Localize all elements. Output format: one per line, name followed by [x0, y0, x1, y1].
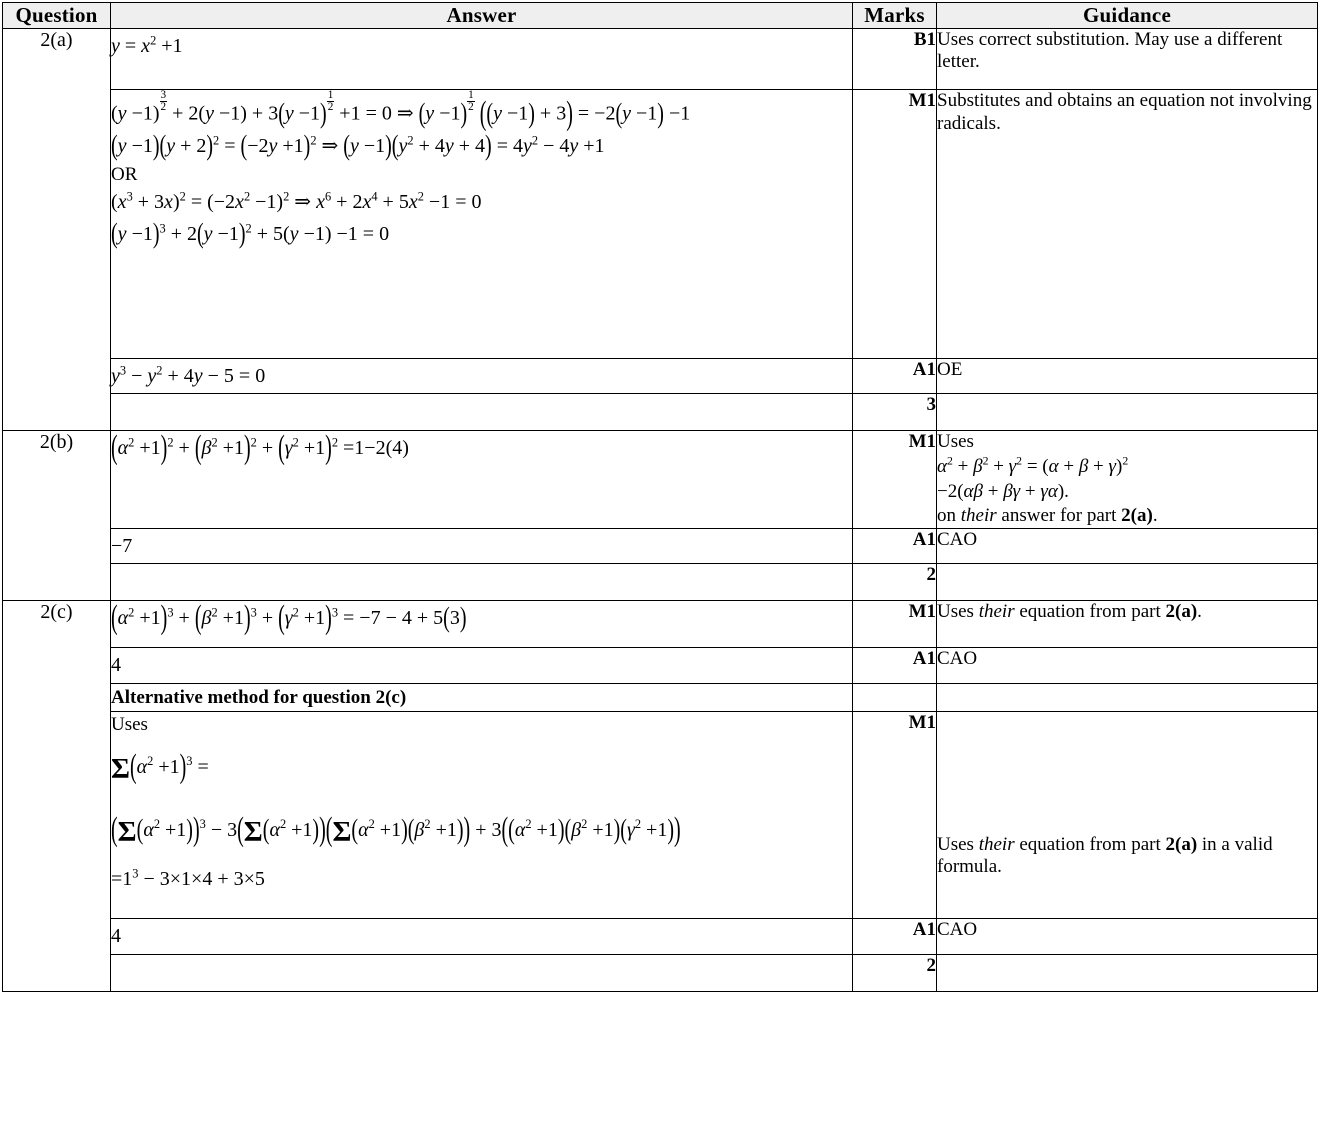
- marks-cell: A1: [853, 919, 937, 954]
- guidance-cell: [937, 954, 1318, 991]
- answer-cell: [111, 919, 853, 954]
- answer-cell: [111, 29, 853, 90]
- guidance-tail-bold: 2(a): [1121, 504, 1153, 526]
- math-sum-line3: $=1^3 - 3\times 1\times 4 + 3\times 5$: [111, 866, 265, 890]
- alternative-method-heading: Alternative method for question 2(c): [111, 686, 407, 708]
- guidance-formula-line1: $\alpha^2 + \beta^2 + \gamma^2 = (\alpha + \beta + \gamma)^2$: [937, 454, 1129, 477]
- guidance-cell: CAO: [937, 528, 1318, 563]
- guidance-mid: equation from part: [1014, 833, 1166, 855]
- answer-cell: [111, 358, 853, 393]
- table-row-alt-header: [3, 683, 1318, 711]
- table-row-total: [3, 954, 1318, 991]
- guidance-tail-prefix: on: [937, 504, 961, 526]
- math-expression: 4: [111, 925, 121, 948]
- guidance-bold: 2(a): [1165, 600, 1198, 622]
- guidance-tail: [937, 505, 1317, 527]
- guidance-uses-label: Uses: [937, 431, 974, 453]
- marks-cell: [853, 683, 937, 711]
- guidance-cell: [937, 394, 1318, 431]
- guidance-cell: [937, 431, 1318, 528]
- guidance-cell: [937, 563, 1318, 600]
- question-label-cell: [3, 29, 111, 431]
- answer-cell: [111, 563, 853, 600]
- column-header-guidance: Guidance: [937, 3, 1318, 29]
- guidance-mid: equation from part: [1014, 600, 1166, 622]
- table-row: [3, 919, 1318, 954]
- answer-cell: [111, 600, 853, 647]
- question-label-cell: [3, 431, 111, 601]
- guidance-tail-italic: their: [960, 504, 997, 526]
- header-row: [3, 3, 1318, 29]
- guidance-tail-mid: answer for part: [996, 504, 1122, 526]
- marks-total-cell: 2: [853, 563, 937, 600]
- marks-cell: M1: [853, 600, 937, 647]
- table-row: [3, 29, 1318, 90]
- math-expression: −7: [111, 534, 133, 557]
- guidance-suffix: .: [1197, 600, 1202, 622]
- guidance-italic: their: [978, 833, 1015, 855]
- math-sum-line2: $(\Sigma(\alpha^2 +1))^3 - 3(\Sigma(\alpha^2 +1))(\Sigma(\alpha^2 +1)(\beta^2 +1)) + 3((\alpha^2 +1)(\beta^2 +1)(\gamma^2 +1))$: [111, 810, 681, 849]
- guidance-cell: CAO: [937, 919, 1318, 954]
- question-label-cell: [3, 600, 111, 991]
- answer-cell: [111, 648, 853, 683]
- question-label: 2(c): [40, 600, 73, 623]
- marks-cell: M1: [853, 711, 937, 919]
- guidance-cell: [937, 711, 1318, 919]
- table-row: [3, 711, 1318, 919]
- answer-cell: [111, 528, 853, 563]
- math-expression-line4: $(y -1)^3 + 2(y -1)^2 + 5(y -1) -1 = 0$: [111, 217, 390, 250]
- guidance-cell: OE: [937, 358, 1318, 393]
- math-expression-line2: $(y -1)(y + 2)^2 = (-2y +1)^2$ ⇒ $(y -1)(y^2 + 4y + 4) = 4y^2 - 4y +1$: [111, 129, 605, 162]
- guidance-italic: their: [978, 600, 1015, 622]
- marks-cell: A1: [853, 358, 937, 393]
- table-row: [3, 358, 1318, 393]
- uses-label: Uses: [111, 713, 148, 735]
- math-sum-line1: $\Sigma(\alpha^2 +1)^3$ =: [111, 747, 209, 786]
- column-header-marks: Marks: [853, 3, 937, 29]
- question-label: 2(a): [40, 29, 73, 51]
- marks-cell: B1: [853, 29, 937, 90]
- table-row: [3, 648, 1318, 683]
- guidance-prefix: Uses: [937, 833, 979, 855]
- answer-cell: [111, 683, 853, 711]
- guidance-cell: [937, 600, 1318, 647]
- guidance-cell: Substitutes and obtains an equation not involving radicals.: [937, 90, 1318, 358]
- marks-cell: A1: [853, 528, 937, 563]
- marks-total-cell: 2: [853, 954, 937, 991]
- answer-cell: [111, 90, 853, 358]
- math-expression: 4: [111, 654, 121, 677]
- answer-cell: [111, 394, 853, 431]
- guidance-bold: 2(a): [1165, 833, 1198, 855]
- table-row: [3, 90, 1318, 358]
- column-header-answer: Answer: [111, 3, 853, 29]
- marks-cell: M1: [853, 431, 937, 528]
- guidance-cell: Uses correct substitution. May use a different letter.: [937, 29, 1318, 90]
- math-expression-line1: (y −1) $\frac{3}{2}$ + 2(y −1) + 3(y −1) $\frac{1}{2}$ +1 = 0 ⇒ (y −1) $\frac{1}{2}$ ((y −1) + 3) = −2(y −1) −1: [111, 88, 691, 133]
- guidance-cell: CAO: [937, 648, 1318, 683]
- column-header-question: Question: [3, 3, 111, 29]
- table-body: [3, 29, 1318, 992]
- answer-cell: [111, 954, 853, 991]
- marks-cell: M1: [853, 90, 937, 358]
- table-row: [3, 528, 1318, 563]
- answer-cell: [111, 431, 853, 528]
- math-expression: $(\alpha^2 +1)^2 + (\beta^2 +1)^2 + (\gamma^2 +1)^2 =1-2(4)$: [111, 429, 409, 467]
- marks-cell: A1: [853, 648, 937, 683]
- table-header: [3, 3, 1318, 29]
- marks-total-cell: 3: [853, 394, 937, 431]
- guidance-cell: [937, 683, 1318, 711]
- guidance-tail-suffix: .: [1152, 504, 1158, 526]
- question-label: 2(b): [39, 431, 74, 454]
- answer-cell: [111, 711, 853, 919]
- table-row: [3, 431, 1318, 528]
- guidance-prefix: Uses: [937, 600, 979, 622]
- guidance-suffix: in a valid formula.: [937, 833, 1273, 878]
- math-expression: $y^3 - y^2 + 4y - 5 = 0$: [111, 363, 266, 387]
- math-expression: $y = x^2 +1$: [111, 33, 183, 57]
- or-label: OR: [111, 163, 138, 185]
- guidance-formula-line2: −2(αβ + βγ + γα).: [937, 481, 1069, 503]
- table-row: [3, 600, 1318, 647]
- math-expression-line3: $(x^3 + 3x)^2 = (-2x^2 -1)^2$ ⇒ $x^6 + 2x^4 + 5x^2 -1 = 0$: [111, 189, 482, 213]
- mark-scheme-table: [2, 2, 1318, 992]
- math-expression: $(\alpha^2 +1)^3 + (\beta^2 +1)^3 + (\gamma^2 +1)^3 = -7 - 4 + 5(3)$: [111, 599, 467, 637]
